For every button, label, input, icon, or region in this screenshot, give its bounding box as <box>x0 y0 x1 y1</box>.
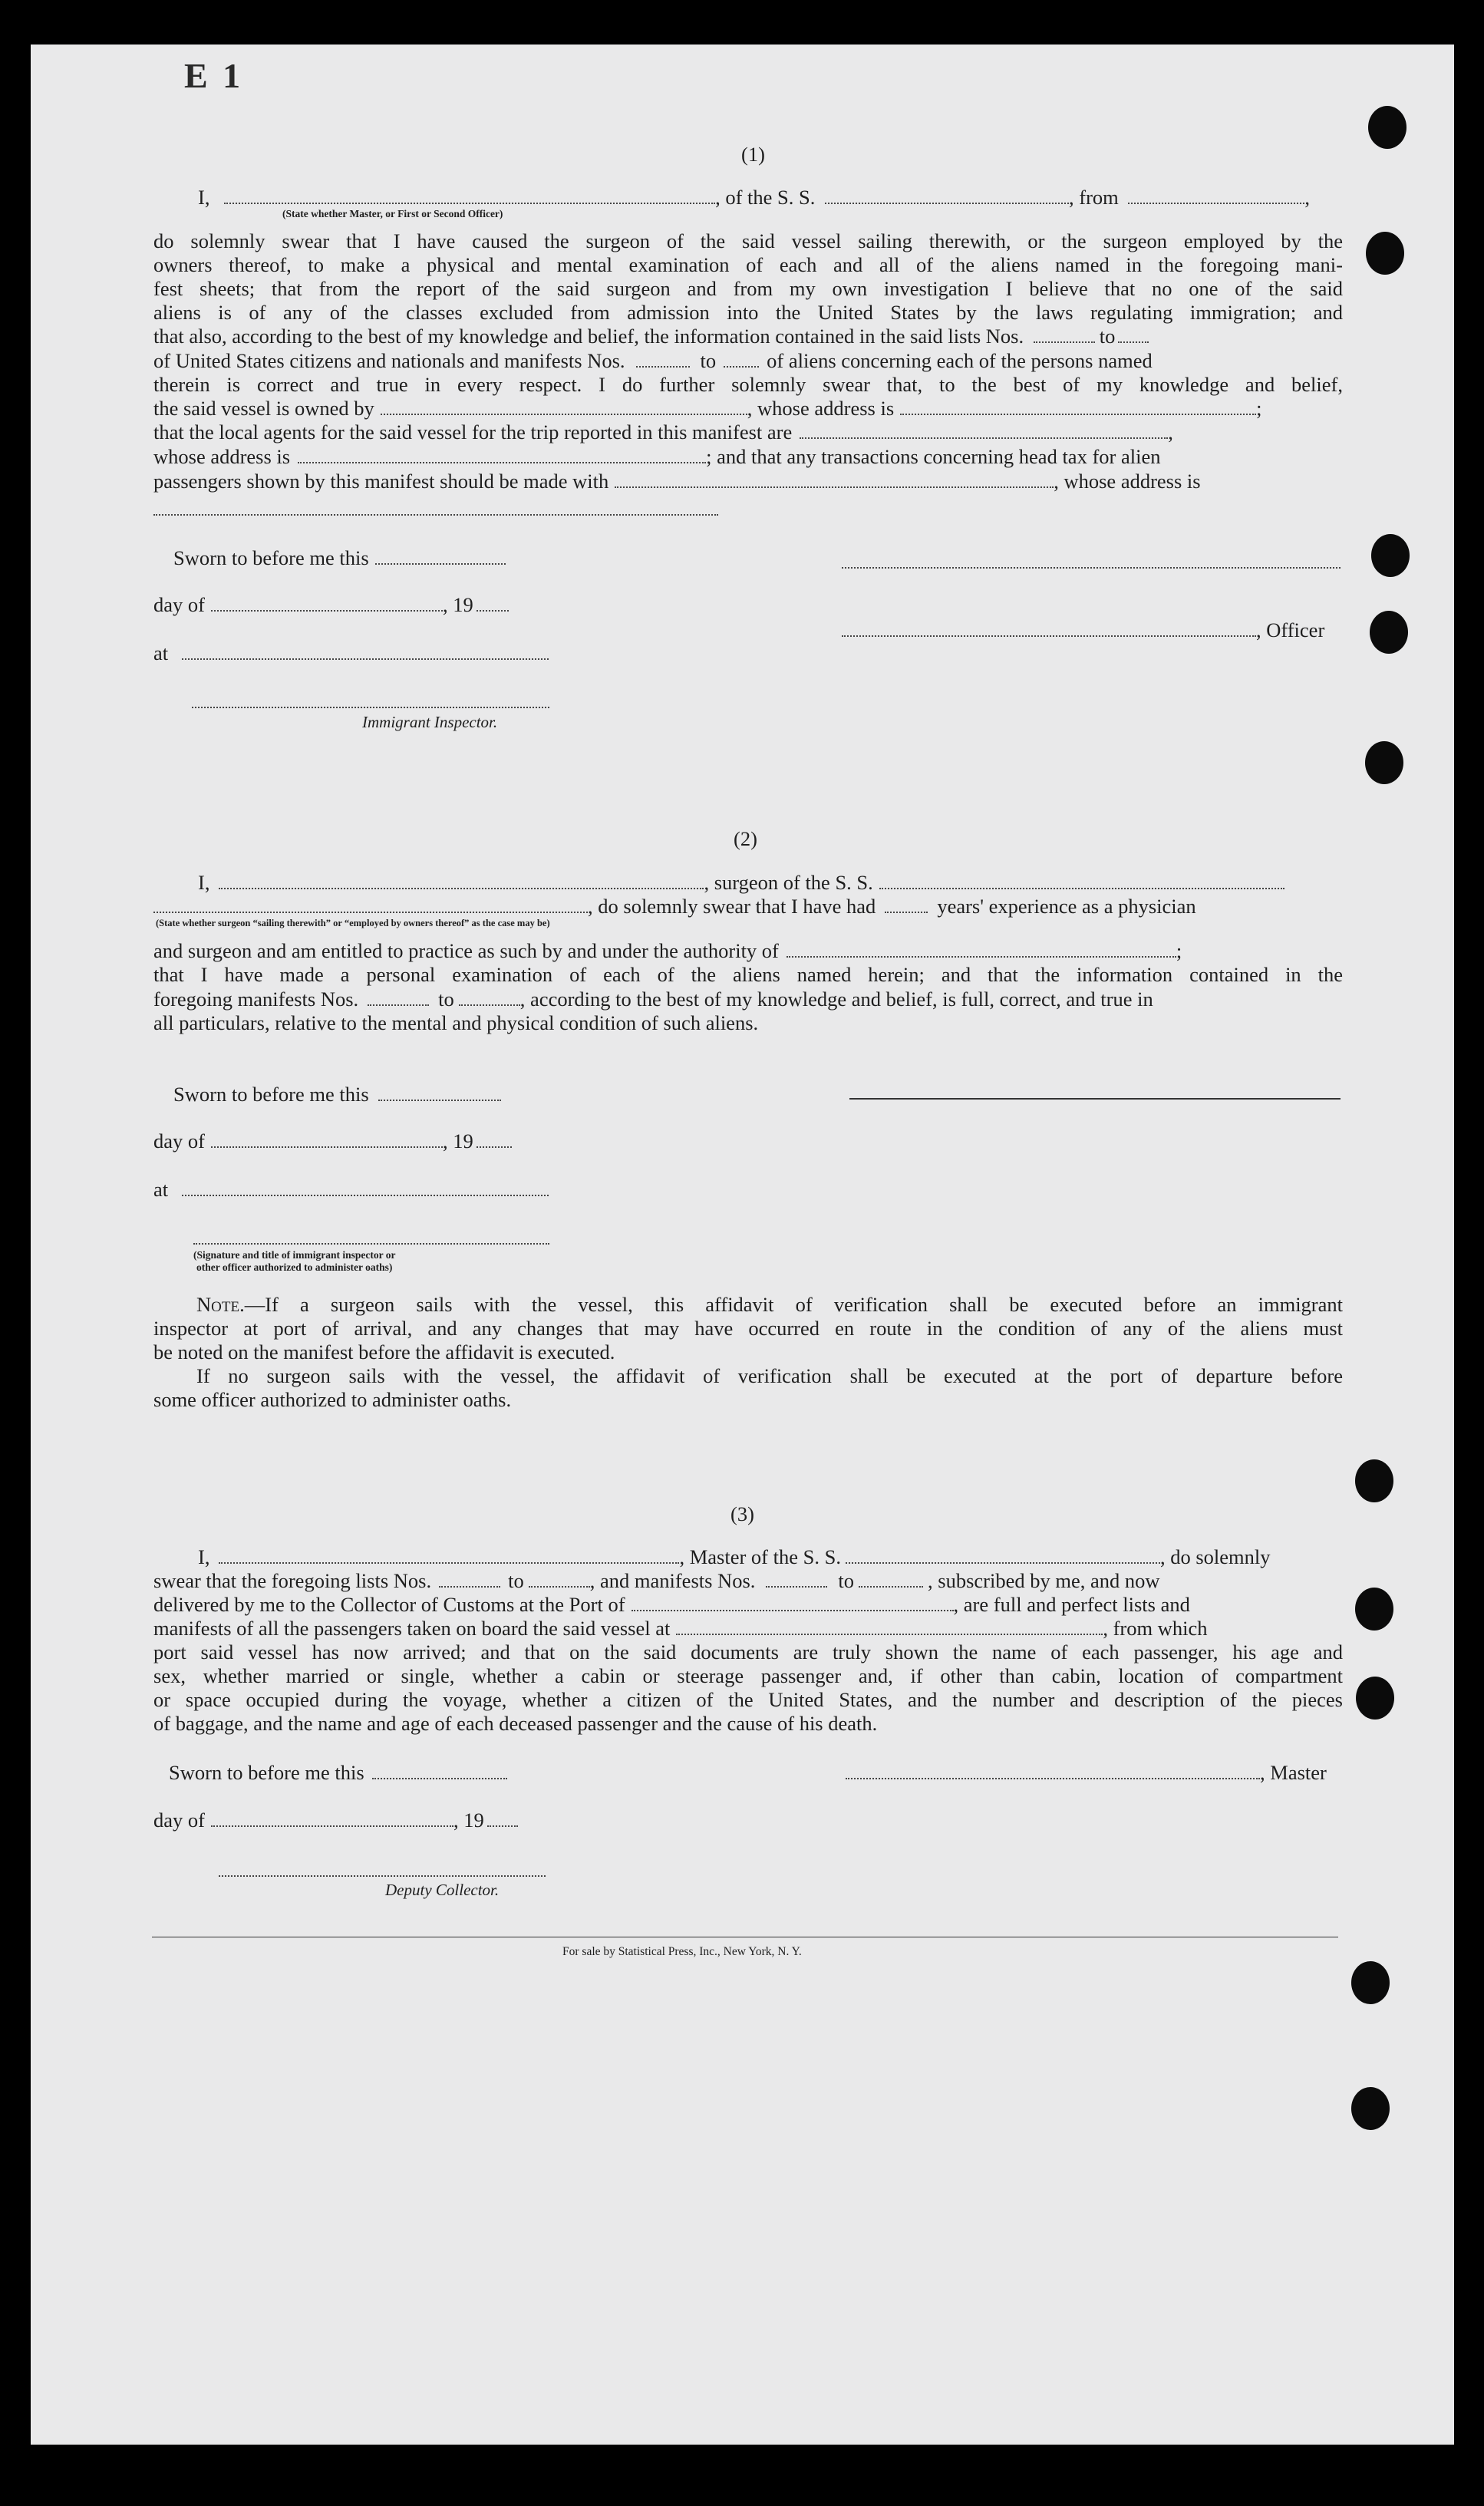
s1-officer-note: (State whether Master, or First or Second Officer) <box>282 208 503 219</box>
s2-para-line: that I have made a personal examination of each of the aliens named herein; and that the information contained in the <box>153 963 1343 986</box>
binder-hole <box>1368 106 1407 149</box>
s1-day-line: day of , 19 <box>153 593 509 616</box>
s2-line-2: , do solemnly swear that I have had years' experience as a physician <box>153 895 1196 918</box>
s1-para-line: passengers shown by this manifest should be made with , whose address is <box>153 470 1201 493</box>
s1-inspector-line <box>192 707 549 708</box>
s3-line-2: swear that the foregoing lists Nos. to , and manifests Nos. to , subscribed by me, and now <box>153 1569 1160 1592</box>
s1-at-line: at <box>153 641 549 664</box>
s1-para-line: the said vessel is owned by , whose address is ; <box>153 397 1262 420</box>
binder-hole <box>1366 232 1404 275</box>
s2-line-1: I, , surgeon of the S. S. <box>198 871 1284 894</box>
section-1-number: (1) <box>741 143 765 166</box>
s2-note-line: If no surgeon sails with the vessel, the affidavit of verification shall be executed at the port of departure before <box>196 1364 1343 1387</box>
s3-master-line: , Master <box>846 1761 1327 1784</box>
s3-para-line: sex, whether married or single, whether a cabin or steerage passenger and, if other than cabin, location of compartment <box>153 1664 1343 1687</box>
s2-note-line: Note.—If a surgeon sails with the vessel, this affidavit of verification shall be executed before an immigrant <box>196 1293 1343 1316</box>
s2-para-line: and surgeon and am entitled to practice as such by and under the authority of ; <box>153 939 1182 962</box>
s1-address-line <box>153 514 718 516</box>
s2-signature-line <box>849 1098 1341 1100</box>
s3-collector-label: Deputy Collector. <box>385 1881 500 1899</box>
s3-line-1: I, , Master of the S. S. , do solemnly <box>198 1545 1271 1568</box>
s1-para-line: do solemnly swear that I have caused the surgeon of the said vessel sailing therewith, or the surgeon employed by the <box>153 229 1343 252</box>
s2-note-line: inspector at port of arrival, and any changes that may have occurred en route in the condition of any of the aliens must <box>153 1317 1343 1340</box>
s3-day-line: day of , 19 <box>153 1809 518 1832</box>
binder-hole <box>1365 741 1403 784</box>
binder-hole <box>1351 2087 1390 2130</box>
printer-footer: For sale by Statistical Press, Inc., New York, N. Y. <box>562 1945 802 1958</box>
s1-para-line: therein is correct and true in every respect. I do further solemnly swear that, to the best of my knowledge and belief, <box>153 373 1343 396</box>
s1-para-line: that also, according to the best of my knowledge and belief, the information contained in the said lists Nos. to <box>153 325 1149 348</box>
s2-note-line: be noted on the manifest before the affidavit is executed. <box>153 1340 615 1363</box>
s1-para-line: of United States citizens and nationals and manifests Nos. to of aliens concerning each of the persons named <box>153 349 1153 372</box>
s1-signature-line <box>842 567 1341 569</box>
s3-para-line: of baggage, and the name and age of each deceased passenger and the cause of his death. <box>153 1712 878 1735</box>
s1-sworn-line: Sworn to before me this <box>173 546 506 569</box>
s1-para-line: whose address is ; and that any transactions concerning head tax for alien <box>153 445 1161 468</box>
corner-mark: E 1 <box>184 56 244 95</box>
section-2-number: (2) <box>734 827 757 850</box>
s1-para-line: aliens is of any of the classes excluded from admission into the United States by the laws regulating immigration; and <box>153 301 1343 324</box>
s3-para-line: or space occupied during the voyage, whether a citizen of the United States, and the number and description of the pieces <box>153 1688 1343 1711</box>
s2-signature-note: (Signature and title of immigrant inspector or <box>193 1249 396 1261</box>
s2-at-line: at <box>153 1178 549 1201</box>
s1-officer-line: , Officer <box>842 618 1324 641</box>
s1-para-line: fest sheets; that from the report of the said surgeon and from my own investigation I believe that no one of the said <box>153 277 1343 300</box>
binder-hole <box>1355 1459 1393 1502</box>
s1-para-line: that the local agents for the said vessel for the trip reported in this manifest are , <box>153 420 1173 443</box>
s3-line-4: manifests of all the passengers taken on board the said vessel at , from which <box>153 1617 1208 1640</box>
s3-line-3: delivered by me to the Collector of Customs at the Port of , are full and perfect lists and <box>153 1593 1190 1616</box>
s1-line-1: I, , of the S. S. , from , <box>198 186 1311 209</box>
binder-hole <box>1351 1961 1390 2004</box>
s1-para-line: owners thereof, to make a physical and mental examination of each and all of the aliens named in the foregoing mani- <box>153 253 1343 276</box>
s2-sworn-line: Sworn to before me this <box>173 1083 501 1106</box>
binder-hole <box>1355 1588 1393 1631</box>
s2-day-line: day of , 19 <box>153 1129 512 1152</box>
binder-hole <box>1370 611 1408 654</box>
s2-signature-note: other officer authorized to administer oaths) <box>196 1261 393 1273</box>
binder-hole <box>1371 534 1410 577</box>
s2-para-line: foregoing manifests Nos. to , according to the best of my knowledge and belief, is full, correct, and true in <box>153 988 1153 1011</box>
s3-para-line: port said vessel has now arrived; and that on the said documents are truly shown the name of each passenger, his age and <box>153 1640 1343 1664</box>
s2-note-line: some officer authorized to administer oaths. <box>153 1388 512 1411</box>
s2-para-line: all particulars, relative to the mental and physical condition of such aliens. <box>153 1011 759 1034</box>
binder-hole <box>1356 1677 1394 1720</box>
s2-signature-title-line <box>193 1243 549 1245</box>
s1-inspector-label: Immigrant Inspector. <box>362 713 498 731</box>
section-3-number: (3) <box>730 1502 754 1525</box>
s2-surgeon-note: (State whether surgeon “sailing therewith” or “employed by owners thereof” as the case may be) <box>156 918 550 928</box>
s3-sworn-line: Sworn to before me this <box>169 1761 507 1784</box>
s3-collector-line <box>219 1875 546 1877</box>
